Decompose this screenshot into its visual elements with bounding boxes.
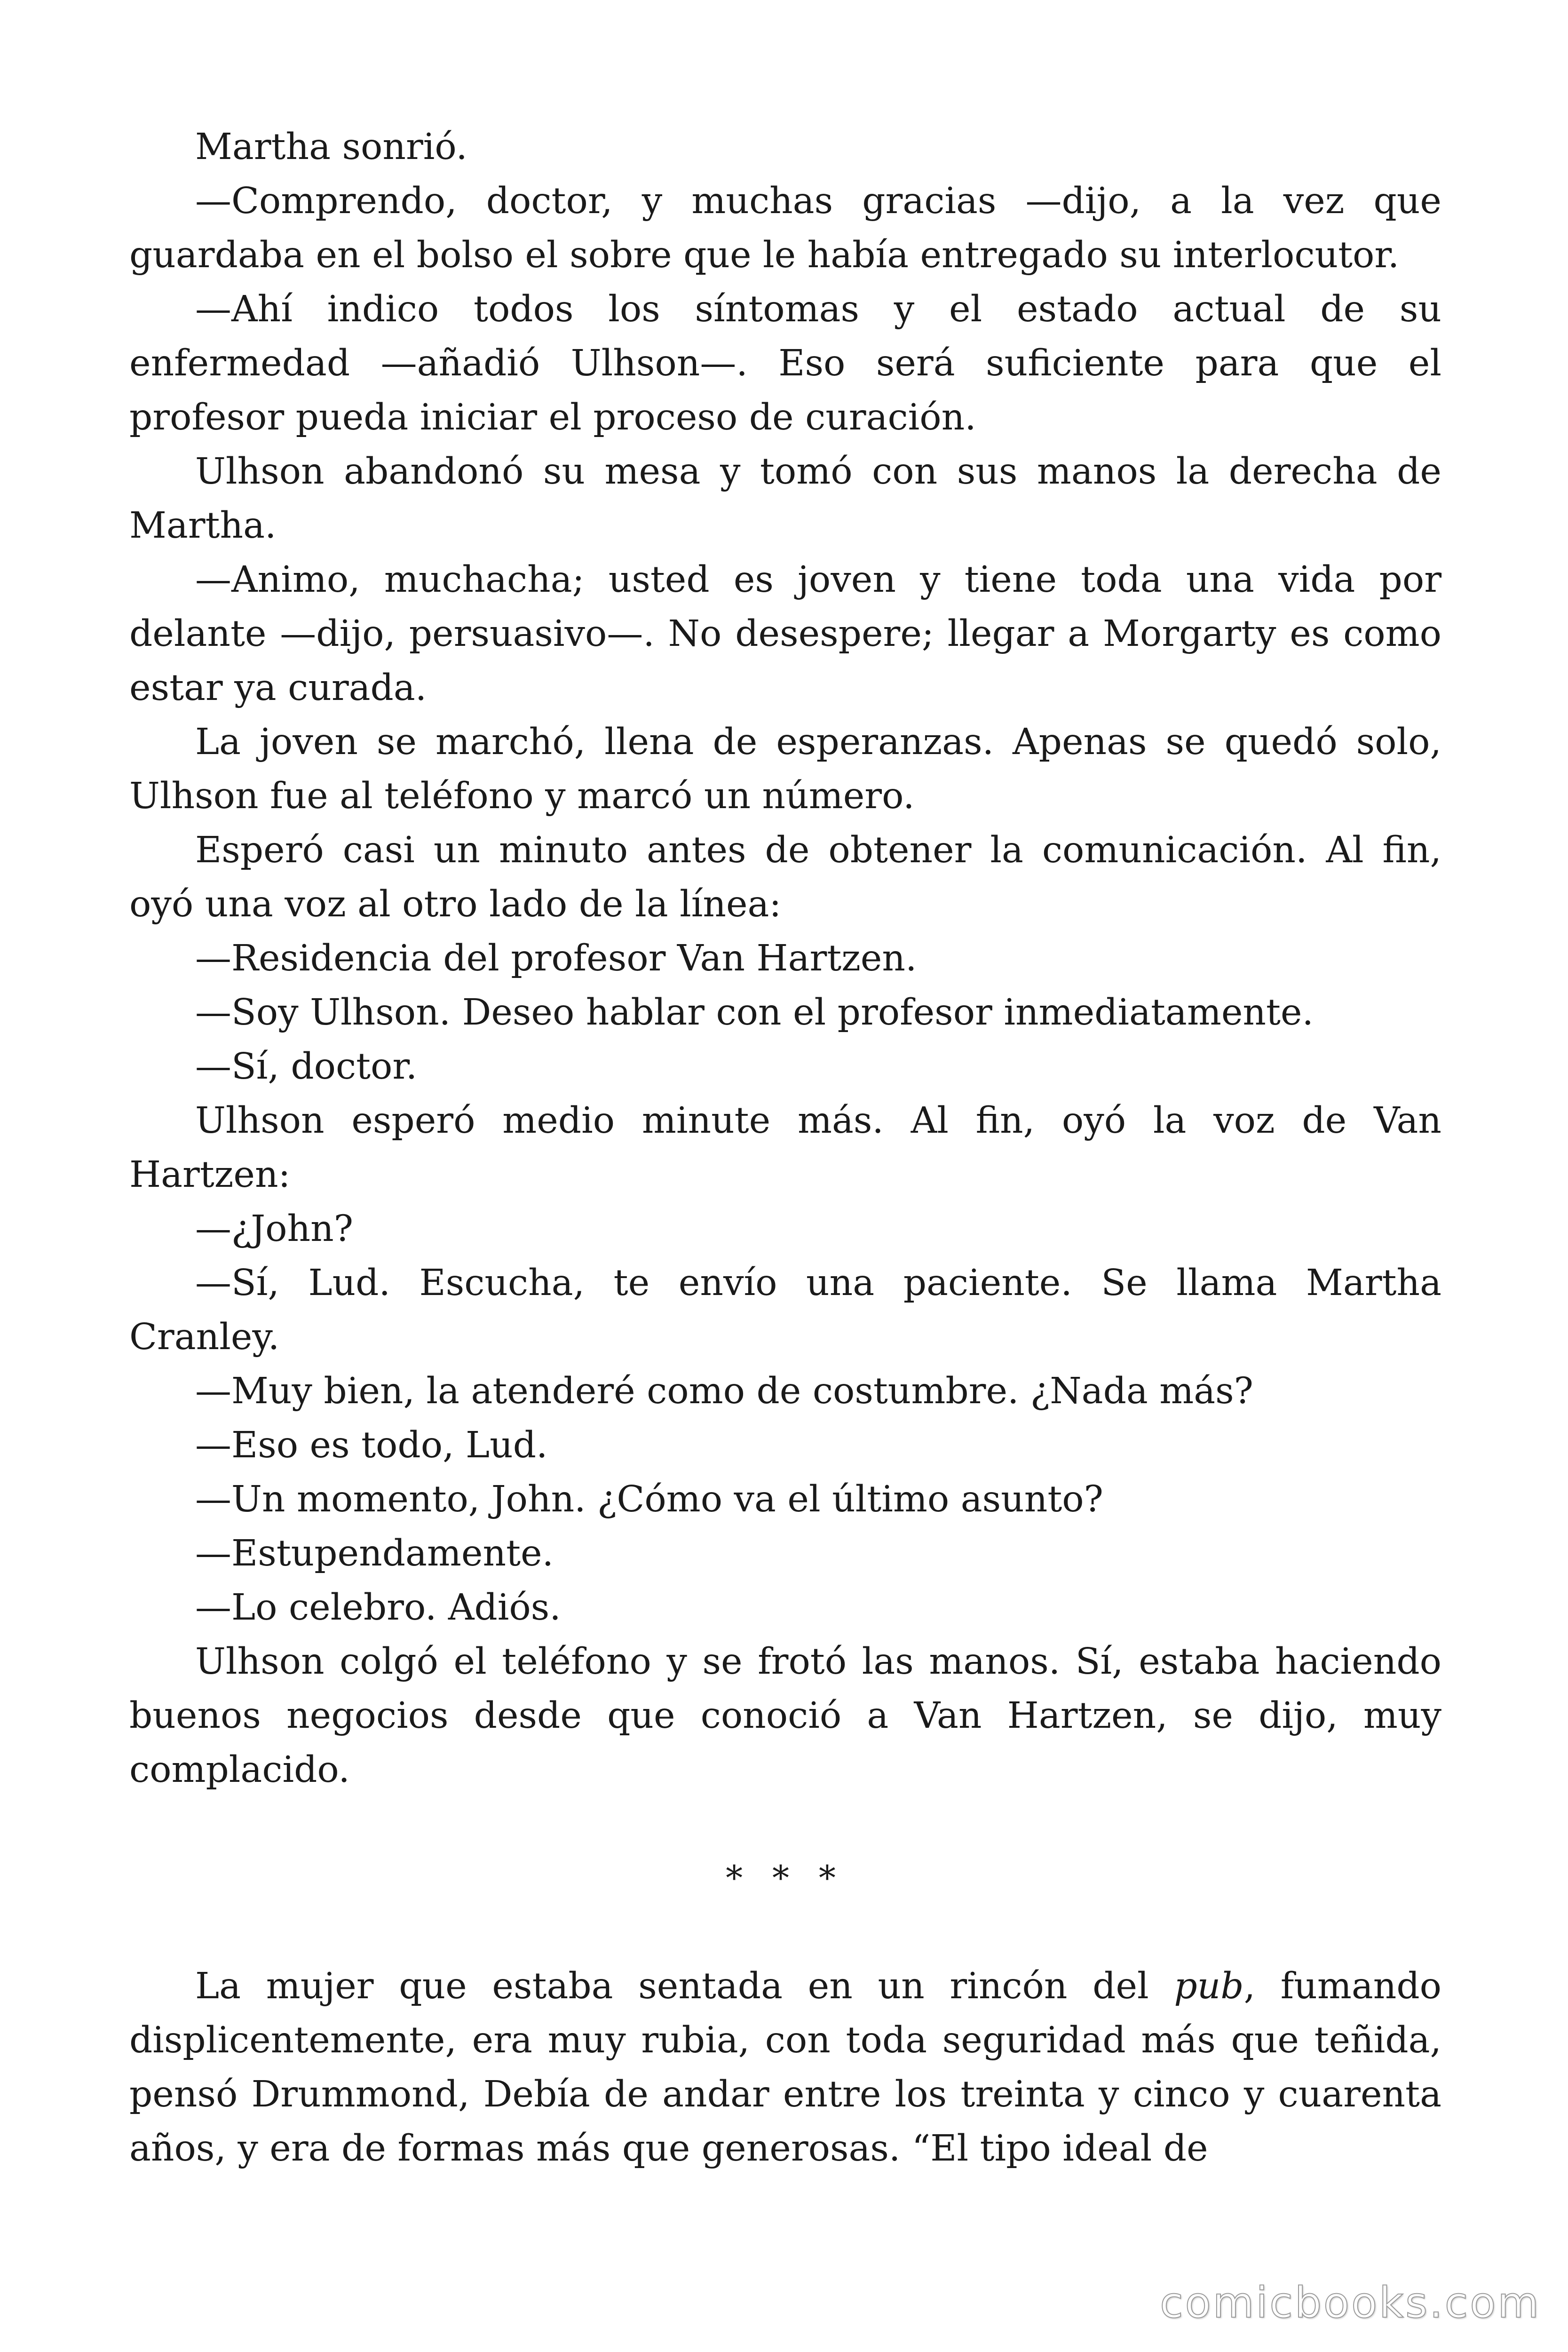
paragraph: Ulhson colgó el teléfono y se frotó las manos. Sí, estaba haciendo buenos negocios desde que conoció a Van Hartzen, se dijo, muy complacido.	[129, 1641, 1441, 1791]
paragraph: —Lo celebro. Adiós.	[195, 1587, 561, 1629]
paragraph: —Muy bien, la atenderé como de costumbre. ¿Nada más?	[195, 1370, 1253, 1412]
paragraph-text: , fumando displicentemente, era muy rubia, con toda seguridad más que teñida, pensó Drummond, Debía de andar entre los treinta y cinco y cuarenta años, y era de formas más que generosas. “El tipo ideal de	[129, 1965, 1441, 2169]
paragraph: Ulhson abandonó su mesa y tomó con sus manos la derecha de Martha.	[129, 451, 1441, 547]
section-break: * * *	[726, 1858, 845, 1898]
paragraph: La joven se marchó, llena de esperanzas. Apenas se quedó solo, Ulhson fue al teléfono y marcó un número.	[129, 721, 1441, 817]
paragraph: —Soy Ulhson. Deseo hablar con el profesor inmediatamente.	[195, 992, 1314, 1033]
paragraph: —Sí, doctor.	[195, 1046, 418, 1088]
paragraph: Ulhson esperó medio minute más. Al fin, oyó la voz de Van Hartzen:	[129, 1100, 1441, 1196]
paragraph: —¿John?	[195, 1208, 353, 1250]
book-page	[129, 120, 1441, 2176]
paragraph: —Eso es todo, Lud.	[195, 1424, 548, 1466]
watermark-logo: comicbooks.com	[1160, 2278, 1541, 2328]
paragraph: —Un momento, John. ¿Cómo va el último asunto?	[195, 1478, 1103, 1520]
paragraph: —Animo, muchacha; usted es joven y tiene toda una vida por delante —dijo, persuasivo—. No desespere; llegar a Morgarty es como estar ya curada.	[129, 559, 1441, 709]
paragraph: —Comprendo, doctor, y muchas gracias —dijo, a la vez que guardaba en el bolso el sobre que le había entregado su interlocutor.	[129, 180, 1441, 276]
paragraph: —Sí, Lud. Escucha, te envío una paciente. Se llama Martha Cranley.	[129, 1262, 1441, 1358]
paragraph: Esperó casi un minuto antes de obtener la comunicación. Al fin, oyó una voz al otro lado de la línea:	[129, 829, 1441, 925]
paragraph: —Residencia del profesor Van Hartzen.	[195, 938, 917, 979]
paragraph: —Estupendamente.	[195, 1533, 554, 1574]
paragraph: Martha sonrió.	[195, 126, 467, 168]
paragraph: —Ahí indico todos los síntomas y el estado actual de su enfermedad —añadió Ulhson—. Eso será suficiente para que el profesor pueda iniciar el proceso de curación.	[129, 288, 1441, 438]
paragraph-text: La mujer que estaba sentada en un rincón del	[195, 1965, 1174, 2007]
paragraph-final	[129, 1959, 1441, 2176]
italic-word: pub	[1174, 1965, 1244, 2007]
